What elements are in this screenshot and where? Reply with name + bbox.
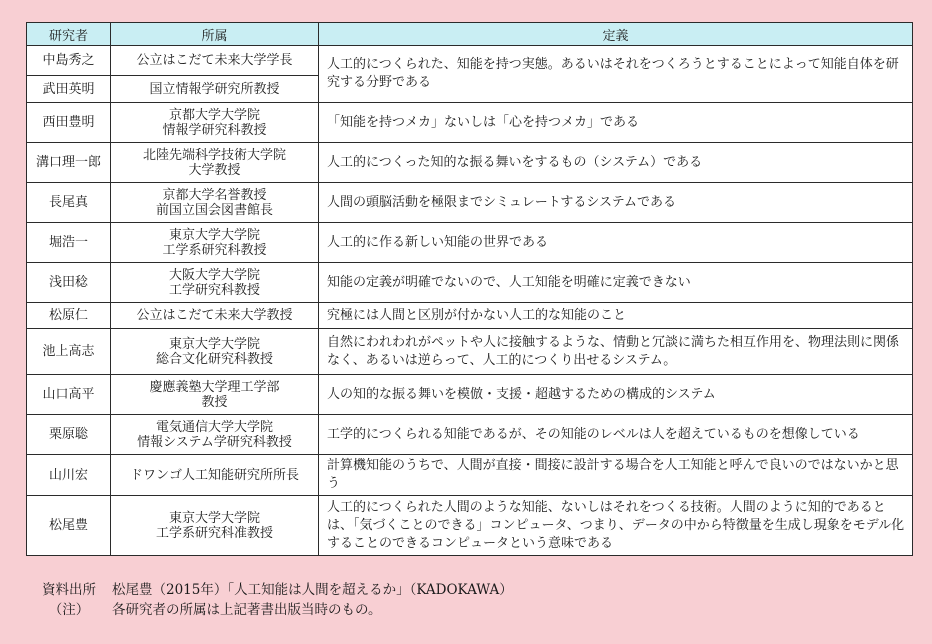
affiliation-line: 工学研究科教授: [168, 282, 260, 298]
definition: 「知能を持つメカ」ないしは「心を持つメカ」である: [319, 103, 913, 143]
affiliation-line: 工学系研究科准教授: [155, 525, 273, 541]
affiliation-line: 情報学研究科教授: [162, 122, 267, 138]
affiliation: [111, 303, 319, 329]
table-row: [27, 103, 913, 143]
definition: 人工的につくられた、知能を持つ実態。あるいはそれをつくろうとすることによって知能自体を研究する分野である: [319, 46, 913, 103]
definitions-panel: [26, 22, 912, 556]
affiliation: [111, 415, 319, 455]
table-row: [27, 496, 913, 556]
affiliation: [111, 183, 319, 223]
affiliation: [111, 496, 319, 556]
researcher-name: 武田英明: [27, 76, 111, 103]
definition: 自然にわれわれがペットや人に接触するような、情動と冗談に満ちた相互作用を、物理法則に関係なく、あるいは逆らって、人工的につくり出せるシステム。: [319, 329, 913, 375]
affiliation: [111, 223, 319, 263]
affiliation: [111, 143, 319, 183]
table-row: [27, 263, 913, 303]
definition: 究極には人間と区別が付かない人工的な知能のこと: [319, 303, 913, 329]
definition: 人の知的な振る舞いを模倣・支援・超越するための構成的システム: [319, 375, 913, 415]
table-row: [27, 415, 913, 455]
source-note: [26, 580, 912, 600]
affiliation: [111, 455, 319, 496]
affiliation-line: 電気通信大学大学院: [155, 419, 273, 435]
affiliation-line: 公立はこだて未来大学教授: [136, 308, 293, 323]
table-row: [27, 183, 913, 223]
researcher-name: 池上高志: [27, 329, 111, 375]
researcher-name: 山口高平: [27, 375, 111, 415]
definition: 人間の頭脳活動を極限までシミュレートするシステムである: [319, 183, 913, 223]
affiliation-line: 大阪大学大学院: [168, 267, 260, 283]
researcher-name: 溝口理一郎: [27, 143, 111, 183]
source-label: 資料出所: [42, 582, 96, 598]
affiliation-line: 京都大学大学院: [168, 107, 260, 123]
affiliation-line: 大学教授: [188, 162, 241, 178]
table-body: [27, 46, 913, 556]
definition: 工学的につくられる知能であるが、その知能のレベルは人を超えているものを想像している: [319, 415, 913, 455]
definition: 人工的につくった知的な振る舞いをするもの（システム）である: [319, 143, 913, 183]
affiliation: [111, 103, 319, 143]
researcher-name: 栗原聡: [27, 415, 111, 455]
affiliation-line: 東京大学大学院: [168, 510, 260, 526]
definition: 知能の定義が明確でないので、人工知能を明確に定義できない: [319, 263, 913, 303]
table-row: [27, 329, 913, 375]
affiliation: [111, 46, 319, 76]
researcher-name: 山川宏: [27, 455, 111, 496]
note-text: 各研究者の所属は上記著書出版当時のもの。: [112, 602, 382, 618]
definition: 人工的につくられた人間のような知能、ないしはそれをつくる技術。人間のように知的であるとは、「気づくことのできる」コンピュータ、つまり、データの中から特徴量を生成し現象をモデル化することのできるコンピュータという意味である: [319, 496, 913, 556]
researcher-name: 中島秀之: [27, 46, 111, 76]
header-researcher: 研究者: [27, 23, 111, 46]
definition: 人工的に作る新しい知能の世界である: [319, 223, 913, 263]
header-definition: 定義: [319, 23, 913, 46]
affiliation: [111, 76, 319, 103]
affiliation-line: 北陸先端科学技術大学院: [142, 147, 286, 163]
table-row: [27, 375, 913, 415]
affiliation-line: ドワンゴ人工知能研究所所長: [129, 467, 299, 483]
affiliation-line: 前国立国会図書館長: [155, 202, 273, 218]
affiliation-line: 工学系研究科教授: [162, 242, 267, 258]
researcher-name: 長尾真: [27, 183, 111, 223]
header-affiliation: 所属: [111, 23, 319, 46]
note-label: （注）: [48, 602, 90, 618]
table-row: [27, 46, 913, 76]
researcher-name: 松尾豊: [27, 496, 111, 556]
affiliation: [111, 375, 319, 415]
affiliation-line: 東京大学大学院: [168, 336, 260, 352]
footnotes: [26, 580, 912, 620]
affiliation-line: 国立情報学研究所教授: [149, 81, 280, 97]
table-header-row: [27, 23, 913, 46]
affiliation-line: 慶應義塾大学理工学部: [149, 379, 280, 395]
affiliation-line: 教授: [201, 394, 228, 410]
affiliation-line: 総合文化研究科教授: [155, 351, 273, 367]
affiliation-note: [26, 600, 912, 620]
affiliation: [111, 263, 319, 303]
table-row: [27, 143, 913, 183]
table-row: [27, 455, 913, 496]
table-row: [27, 223, 913, 263]
affiliation-line: 公立はこだて未来大学学長: [136, 53, 293, 68]
researcher-name: 西田豊明: [27, 103, 111, 143]
affiliation-line: 情報システム学研究科教授: [137, 434, 292, 450]
researcher-name: 松原仁: [27, 303, 111, 329]
definition: 計算機知能のうちで、人間が直接・間接に設計する場合を人工知能と呼んで良いのではないかと思う: [319, 455, 913, 496]
source-text: 松尾豊（2015年）「人工知能は人間を超えるか」（KADOKAWA）: [112, 582, 513, 598]
affiliation: [111, 329, 319, 375]
affiliation-line: 京都大学名誉教授: [162, 187, 267, 203]
ai-definitions-table: [26, 22, 913, 556]
researcher-name: 浅田稔: [27, 263, 111, 303]
researcher-name: 堀浩一: [27, 223, 111, 263]
table-row: [27, 303, 913, 329]
affiliation-line: 東京大学大学院: [168, 227, 260, 243]
